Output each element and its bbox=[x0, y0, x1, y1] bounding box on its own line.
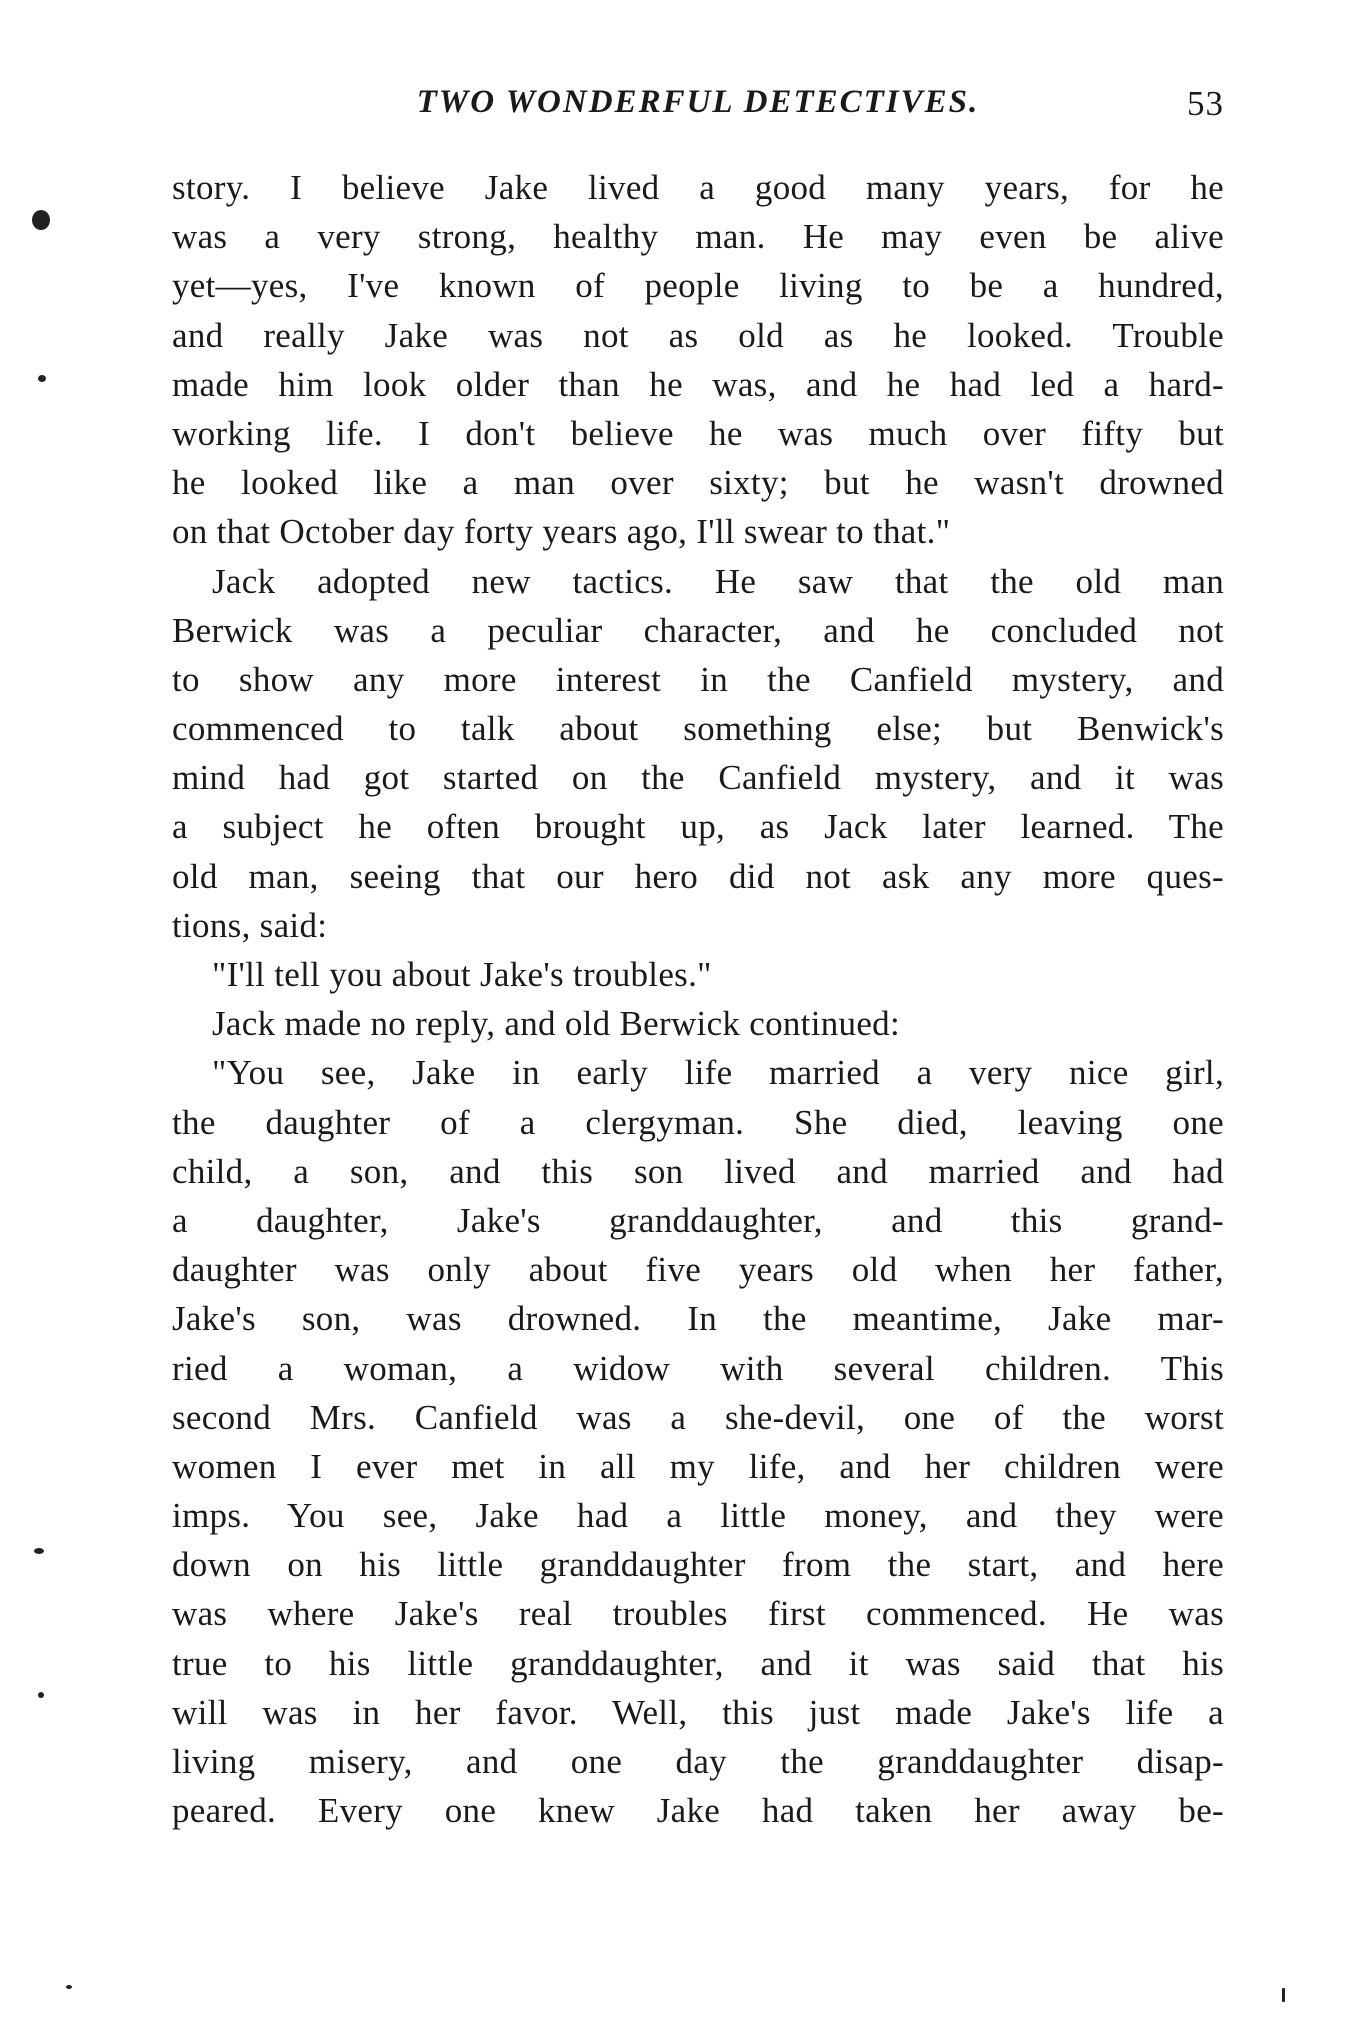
body-text bbox=[172, 163, 1224, 1835]
text-line: a subject he often brought up, as Jack later learned. The bbox=[172, 807, 1224, 847]
text-line: mind had got started on the Canfield mystery, and it was bbox=[172, 758, 1224, 798]
text-line: tions, said: bbox=[172, 905, 328, 945]
text-line: was a very strong, healthy man. He may even be alive bbox=[172, 217, 1224, 257]
scan-speck bbox=[34, 1548, 44, 1554]
text-line: working life. I don't believe he was much over fifty but bbox=[172, 413, 1224, 453]
page-number: 53 bbox=[1187, 84, 1224, 123]
scan-speck bbox=[38, 1692, 44, 1698]
text-line: made him look older than he was, and he had led a hard- bbox=[172, 364, 1224, 404]
scan-speck bbox=[38, 375, 46, 382]
text-line: child, a son, and this son lived and married and had bbox=[172, 1151, 1224, 1191]
text-line: women I ever met in all my life, and her children were bbox=[172, 1446, 1224, 1486]
text-line: peared. Every one knew Jake had taken her away be- bbox=[172, 1791, 1224, 1831]
scan-speck bbox=[1282, 1988, 1285, 2002]
text-line: second Mrs. Canfield was a she-devil, one of the worst bbox=[172, 1397, 1224, 1437]
scan-speck bbox=[32, 210, 50, 230]
text-line: Berwick was a peculiar character, and he concluded not bbox=[172, 610, 1224, 650]
running-head bbox=[172, 84, 1224, 134]
scan-speck bbox=[66, 1985, 72, 1989]
paragraph-start-line: "I'll tell you about Jake's troubles." bbox=[212, 955, 712, 994]
text-line: to show any more interest in the Canfield mystery, and bbox=[172, 659, 1224, 699]
text-line: will was in her favor. Well, this just made Jake's life a bbox=[172, 1692, 1224, 1732]
text-line: was where Jake's real troubles first commenced. He was bbox=[172, 1594, 1224, 1634]
text-line: yet—yes, I've known of people living to be a hundred, bbox=[172, 266, 1224, 306]
text-line: down on his little granddaughter from the start, and here bbox=[172, 1545, 1224, 1585]
text-line: commenced to talk about something else; but Benwick's bbox=[172, 709, 1224, 749]
paragraph-start-line: Jack made no reply, and old Berwick continued: bbox=[212, 1004, 900, 1044]
text-line: living misery, and one day the granddaughter disap- bbox=[172, 1742, 1224, 1781]
text-line: a daughter, Jake's granddaughter, and this grand- bbox=[172, 1200, 1224, 1240]
text-line: and really Jake was not as old as he looked. Trouble bbox=[172, 315, 1224, 355]
text-line: story. I believe Jake lived a good many years, for he bbox=[172, 168, 1224, 207]
text-line: old man, seeing that our hero did not ask any more ques- bbox=[172, 856, 1224, 896]
text-line: he looked like a man over sixty; but he wasn't drowned bbox=[172, 463, 1224, 503]
text-line: Jake's son, was drowned. In the meantime, Jake mar- bbox=[172, 1299, 1224, 1339]
text-line: daughter was only about five years old when her father, bbox=[172, 1250, 1224, 1290]
text-line: imps. You see, Jake had a little money, and they were bbox=[172, 1496, 1224, 1536]
text-line: the daughter of a clergyman. She died, leaving one bbox=[172, 1102, 1224, 1142]
paragraph-start-line: "You see, Jake in early life married a very nice girl, bbox=[212, 1053, 1224, 1093]
paragraph-start-line: Jack adopted new tactics. He saw that the old man bbox=[212, 561, 1224, 601]
text-line: true to his little granddaughter, and it was said that his bbox=[172, 1643, 1224, 1683]
running-title: TWO WONDERFUL DETECTIVES. bbox=[416, 84, 980, 120]
text-line: on that October day forty years ago, I'll swear to that." bbox=[172, 512, 951, 552]
text-line: ried a woman, a widow with several children. This bbox=[172, 1348, 1224, 1388]
